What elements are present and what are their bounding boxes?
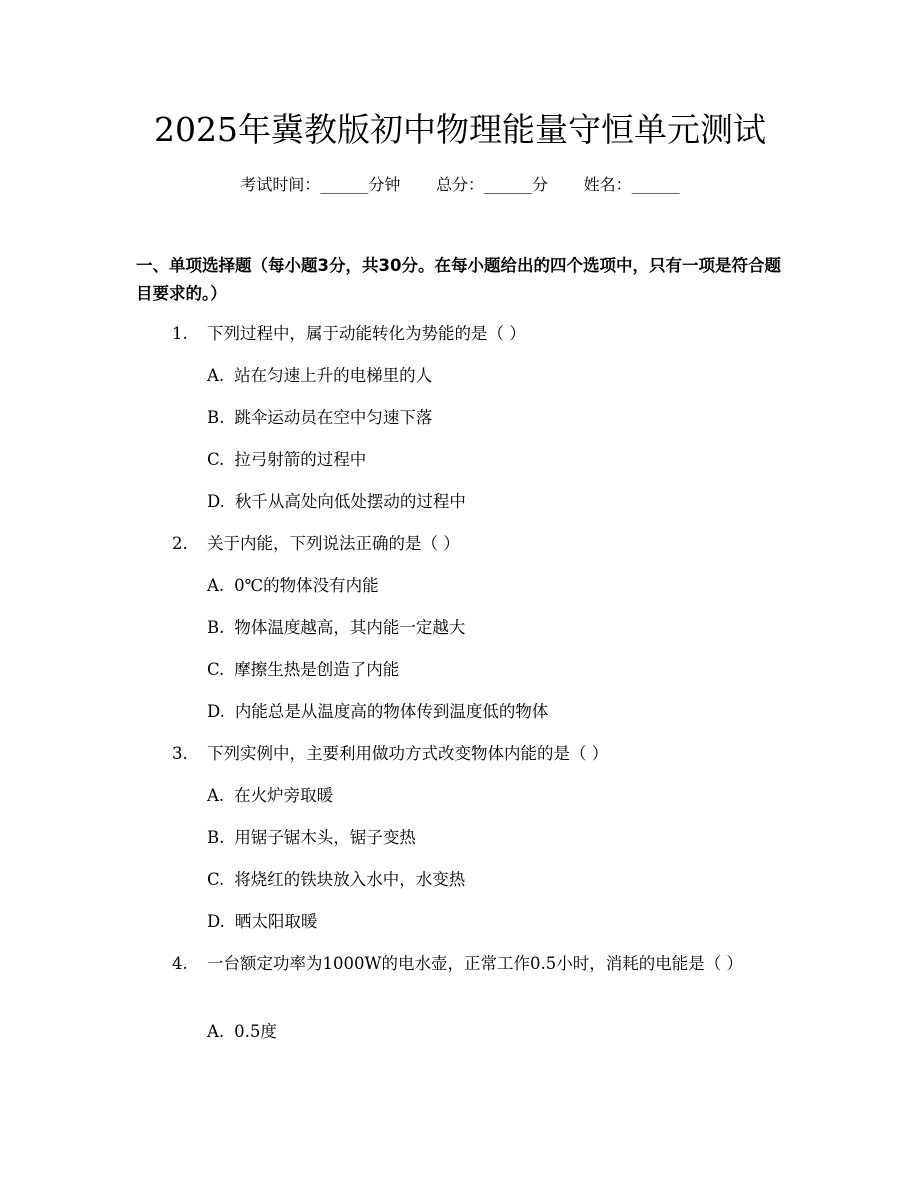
question-number: 1. xyxy=(172,324,188,343)
question-2 xyxy=(172,530,784,558)
option-letter: A. xyxy=(207,1022,225,1041)
question-number: 4. xyxy=(172,954,188,973)
question-4-option-a xyxy=(207,1018,277,1046)
option-text: 在火炉旁取暖 xyxy=(234,786,334,805)
question-2-option-a xyxy=(207,572,379,600)
total-score-label: 总分： xyxy=(435,175,484,194)
option-letter: C. xyxy=(207,870,225,889)
page-title: 2025年冀教版初中物理能量守恒单元测试 xyxy=(154,110,766,149)
question-text: 下列实例中，主要利用做功方式改变物体内能的是（ ） xyxy=(207,744,609,763)
question-number: 3. xyxy=(172,744,188,763)
option-text: 内能总是从温度高的物体传到温度低的物体 xyxy=(234,702,549,721)
question-2-option-b xyxy=(207,614,465,642)
option-letter: D. xyxy=(207,912,225,931)
section-heading: 一、单项选择题（每小题3分，共30分。在每小题给出的四个选项中，只有一项是符合题目要求的。） xyxy=(136,256,781,303)
question-2-option-c xyxy=(207,656,399,684)
question-1-option-c xyxy=(207,446,366,474)
option-text: 用锯子锯木头，锯子变热 xyxy=(234,828,416,847)
option-text: 站在匀速上升的电梯里的人 xyxy=(234,366,433,385)
option-letter: C. xyxy=(207,450,225,469)
option-letter: A. xyxy=(207,576,225,595)
option-text: 拉弓射箭的过程中 xyxy=(234,450,367,469)
option-letter: A. xyxy=(207,786,225,805)
question-1-option-d xyxy=(207,488,466,516)
question-3-option-a xyxy=(207,782,333,810)
option-text: 0.5度 xyxy=(234,1022,277,1041)
question-1-option-a xyxy=(207,362,432,390)
option-letter: A. xyxy=(207,366,225,385)
option-text: 跳伞运动员在空中匀速下落 xyxy=(234,408,433,427)
option-text: 秋千从高处向低处摆动的过程中 xyxy=(234,492,466,511)
option-text: 摩擦生热是创造了内能 xyxy=(234,660,400,679)
total-score-blank: ______ xyxy=(484,175,532,194)
exam-time-label: 考试时间： xyxy=(240,175,321,194)
option-letter: B. xyxy=(207,618,225,637)
question-number: 2. xyxy=(172,534,188,553)
option-letter: C. xyxy=(207,660,225,679)
option-letter: B. xyxy=(207,828,225,847)
option-text: 晒太阳取暖 xyxy=(234,912,318,931)
student-name-blank: ______ xyxy=(631,175,680,194)
question-1-option-b xyxy=(207,404,432,432)
exam-time-blank: ______ xyxy=(320,175,369,194)
question-4 xyxy=(137,950,785,978)
exam-time-unit: 分钟 xyxy=(368,175,401,194)
option-letter: D. xyxy=(207,702,225,721)
option-text: 将烧红的铁块放入水中，水变热 xyxy=(234,870,466,889)
exam-info-line xyxy=(0,174,920,196)
option-text: 0℃的物体没有内能 xyxy=(234,576,379,595)
question-3 xyxy=(172,740,784,768)
option-text: 物体温度越高，其内能一定越大 xyxy=(234,618,466,637)
question-text: 一台额定功率为1000W的电水壶，正常工作0.5小时，消耗的电能是（ ） xyxy=(207,954,743,973)
question-2-option-d xyxy=(207,698,548,726)
question-3-option-c xyxy=(207,866,465,894)
question-text: 关于内能，下列说法正确的是（ ） xyxy=(207,534,460,553)
question-1 xyxy=(172,320,784,348)
question-3-option-b xyxy=(207,824,416,852)
option-letter: B. xyxy=(207,408,225,427)
total-score-unit: 分 xyxy=(532,175,549,194)
student-name-label: 姓名： xyxy=(583,175,632,194)
option-letter: D. xyxy=(207,492,225,511)
question-3-option-d xyxy=(207,908,317,936)
question-text: 下列过程中，属于动能转化为势能的是（ ） xyxy=(207,324,526,343)
